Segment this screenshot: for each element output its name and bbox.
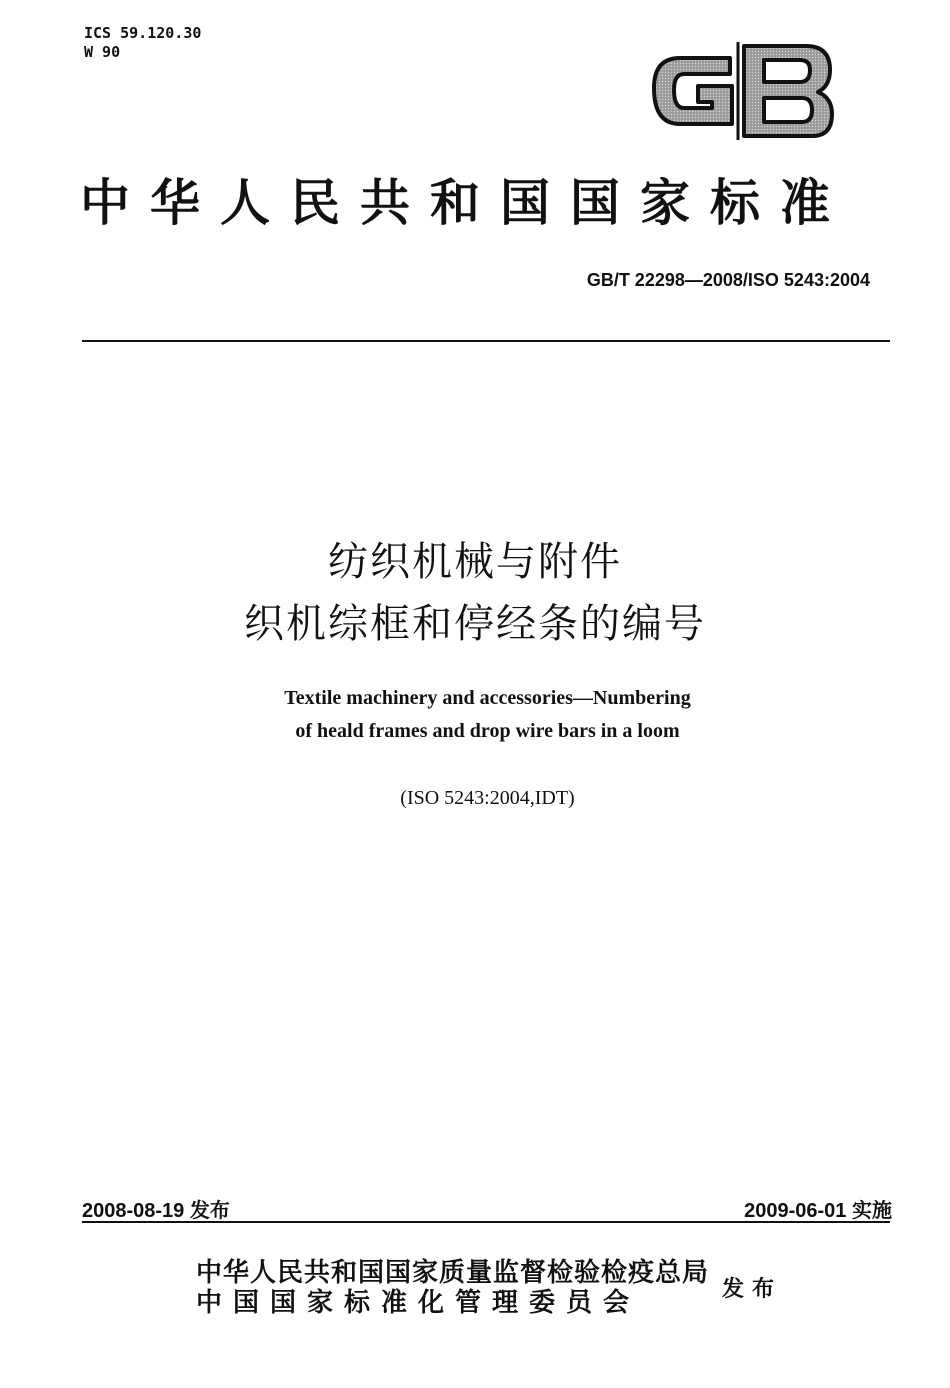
national-standard-title: 中华人民共和国国家标准 [80, 173, 850, 232]
publish-label: 发布 [722, 1276, 783, 1302]
chinese-title-line1: 纺织机械与附件 [328, 539, 622, 585]
gb-logo-icon [640, 38, 840, 144]
top-divider [82, 340, 890, 342]
issue-date: 2008-08-19 发布 [82, 1200, 230, 1222]
english-title-line1: Textile machinery and accessories—Numbering [284, 687, 691, 709]
iso-reference: (ISO 5243:2004,IDT) [400, 787, 575, 809]
standard-number: GB/T 22298—2008/ISO 5243:2004 [586, 270, 870, 290]
gb-logo [640, 38, 840, 144]
implementation-date: 2009-06-01 实施 [744, 1200, 892, 1222]
publisher-block [196, 1258, 710, 1318]
english-title-line2: of heald frames and drop wire bars in a loom [295, 720, 680, 742]
ics-code: ICS 59.120.30 [84, 24, 202, 42]
publisher-line2: 中国国家标准化管理委员会 [196, 1288, 641, 1318]
ccs-code: W 90 [84, 43, 121, 61]
classification-codes [84, 24, 201, 62]
bottom-divider [82, 1221, 890, 1223]
publisher-line1: 中华人民共和国国家质量监督检验检疫总局 [196, 1258, 710, 1288]
chinese-title-line2: 织机综框和停经条的编号 [244, 601, 706, 647]
